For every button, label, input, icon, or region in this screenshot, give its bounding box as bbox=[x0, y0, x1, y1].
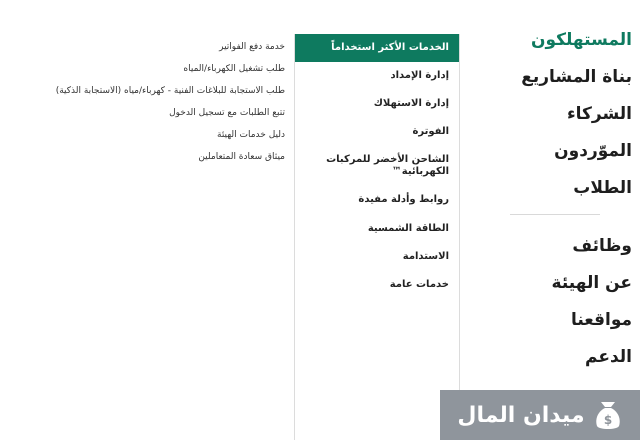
money-bag-icon bbox=[593, 398, 623, 432]
submenu-sustainability[interactable]: الاستدامة bbox=[402, 251, 449, 262]
svg-text:$: $ bbox=[603, 413, 612, 427]
watermark-text: ميدان المال bbox=[457, 402, 585, 428]
link-services-guide[interactable]: دليل خدمات الهيئة bbox=[217, 130, 285, 140]
service-links bbox=[55, 36, 285, 168]
submenu-general-services[interactable]: خدمات عامة bbox=[389, 279, 449, 290]
submenu-solar-energy[interactable]: الطاقة الشمسية bbox=[367, 222, 449, 234]
submenu-billing[interactable]: الفوترة bbox=[412, 126, 449, 137]
nav-suppliers[interactable]: الموّردون bbox=[554, 141, 632, 161]
link-bill-payment[interactable]: خدمة دفع الفواتير bbox=[219, 42, 285, 52]
submenu-useful-links[interactable]: روابط وأدلة مفيدة bbox=[358, 194, 449, 205]
nav-project-builders[interactable]: بناة المشاريع bbox=[521, 67, 632, 87]
nav-divider bbox=[510, 214, 600, 215]
submenu-supply-management[interactable]: إدارة الإمداد bbox=[390, 70, 449, 81]
nav-locations[interactable]: مواقعنا bbox=[570, 310, 632, 330]
submenu-consumption-management[interactable]: إدارة الاستهلاك bbox=[373, 98, 449, 109]
main-nav bbox=[510, 22, 632, 376]
nav-partners[interactable]: الشركاء bbox=[566, 104, 632, 124]
submenu bbox=[294, 34, 460, 440]
nav-consumers[interactable]: المستهلكون bbox=[530, 30, 632, 50]
link-activate-service[interactable]: طلب تشغيل الكهرباء/المياه bbox=[183, 64, 285, 74]
link-smart-response[interactable]: طلب الاستجابة للبلاغات الفنية - كهرباء/مياه (الاستجابة الذكية) bbox=[55, 86, 285, 96]
nav-about[interactable]: عن الهيئة bbox=[551, 273, 632, 293]
nav-support[interactable]: الدعم bbox=[585, 347, 632, 367]
submenu-ev-charger[interactable]: الشاحن الأخضر للمركبات الكهربائية™ bbox=[326, 154, 449, 177]
link-customer-charter[interactable]: ميثاق سعادة المتعاملين bbox=[198, 152, 285, 162]
link-track-requests[interactable]: تتبع الطلبات مع تسجيل الدخول bbox=[169, 108, 285, 118]
submenu-most-used[interactable]: الخدمات الأكثر استخداماً bbox=[295, 34, 459, 62]
watermark bbox=[440, 390, 640, 440]
nav-careers[interactable]: وظائف bbox=[572, 236, 632, 256]
nav-students[interactable]: الطلاب bbox=[573, 178, 632, 198]
